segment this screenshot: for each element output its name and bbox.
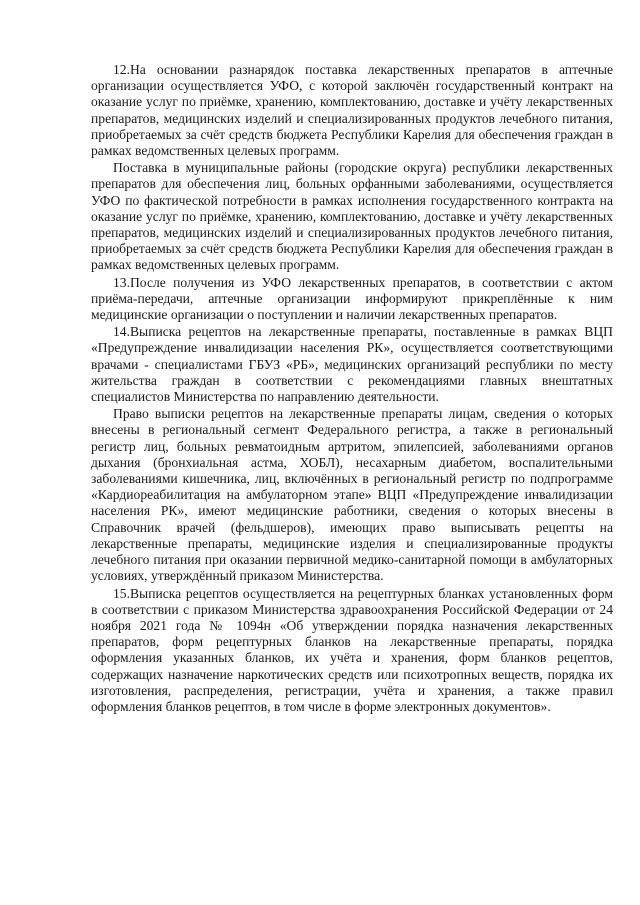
paragraph-14: 14.Выписка рецептов на лекарственные препараты, поставленные в рамках ВЦП «Предупреждение инвалидизации населения РК», осуществляется соответствующими врачами - специалистами ГБУЗ «РБ», медицинских организаций республики по месту жительства граждан в соответствии с рекомендациями главных внештатных специалистов Министерства по направлению деятельности. [91,324,613,405]
paragraph-delivery-orphan: Поставка в муниципальные районы (городские округа) республики лекарственных препаратов для обеспечения лиц, больных орфанными заболеваниями, осуществляется УФО по фактической потребности в рамках исполнения государственного контракта на оказание услуг по приёмке, хранению, комплектованию, доставке и учёту лекарственных препаратов, медицинских изделий и специализированных продуктов лечебного питания, приобретаемых за счёт средств бюджета Республики Карелия для обеспечения граждан в рамках ведомственных целевых программ. [91,160,613,273]
paragraph-12: 12.На основании разнарядок поставка лекарственных препаратов в аптечные организации осуществляется УФО, с которой заключён государственный контракт на оказание услуг по приёмке, хранению, комплектованию, доставке и учёту лекарственных препаратов, медицинских изделий и специализированных продуктов лечебного питания, приобретаемых за счёт средств бюджета Республики Карелия для обеспечения граждан в рамках ведомственных целевых программ. [91,62,613,159]
paragraph-13: 13.После получения из УФО лекарственных препаратов, в соответствии с актом приёма-передачи, аптечные организации информируют прикреплённые к ним медицинские организации о поступлении и наличии лекарственных препаратов. [91,274,613,323]
paragraph-prescription-right: Право выписки рецептов на лекарственные препараты лицам, сведения о которых внесены в региональный сегмент Федерального регистра, а также в региональный регистр лиц, больных ревматоидным артритом, эпилепсией, заболеваниями органов дыхания (бронхиальная астма, ХОБЛ), несахарным диабетом, воспалительными заболеваниями кишечника, лиц, включённых в региональный регистр по подпрограмме «Кардиореабилитация на амбулаторном этапе» ВЦП «Предупреждение инвалидизации населения РК», имеют медицинские работники, сведения о которых внесены в Справочник врачей (фельдшеров), имеющих право выписывать рецепты на лекарственные препараты, медицинские изделия и специализированные продукты лечебного питания при оказании первичной медико-санитарной помощи в амбулаторных условиях, утверждённый приказом Министерства. [91,406,613,584]
paragraph-15: 15.Выписка рецептов осуществляется на рецептурных бланках установленных форм в соответствии с приказом Министерства здравоохранения Российской Федерации от 24 ноября 2021 года № 1094н «Об утверждении порядка назначения лекарственных препаратов, форм рецептурных бланков на лекарственные препараты, порядка оформления указанных бланков, их учёта и хранения, форм бланков рецептов, содержащих назначение наркотических средств или психотропных веществ, порядка их изготовления, распределения, регистрации, учёта и хранения, а также правил оформления бланков рецептов, в том числе в форме электронных документов». [91,585,613,714]
document-page [91,62,613,715]
